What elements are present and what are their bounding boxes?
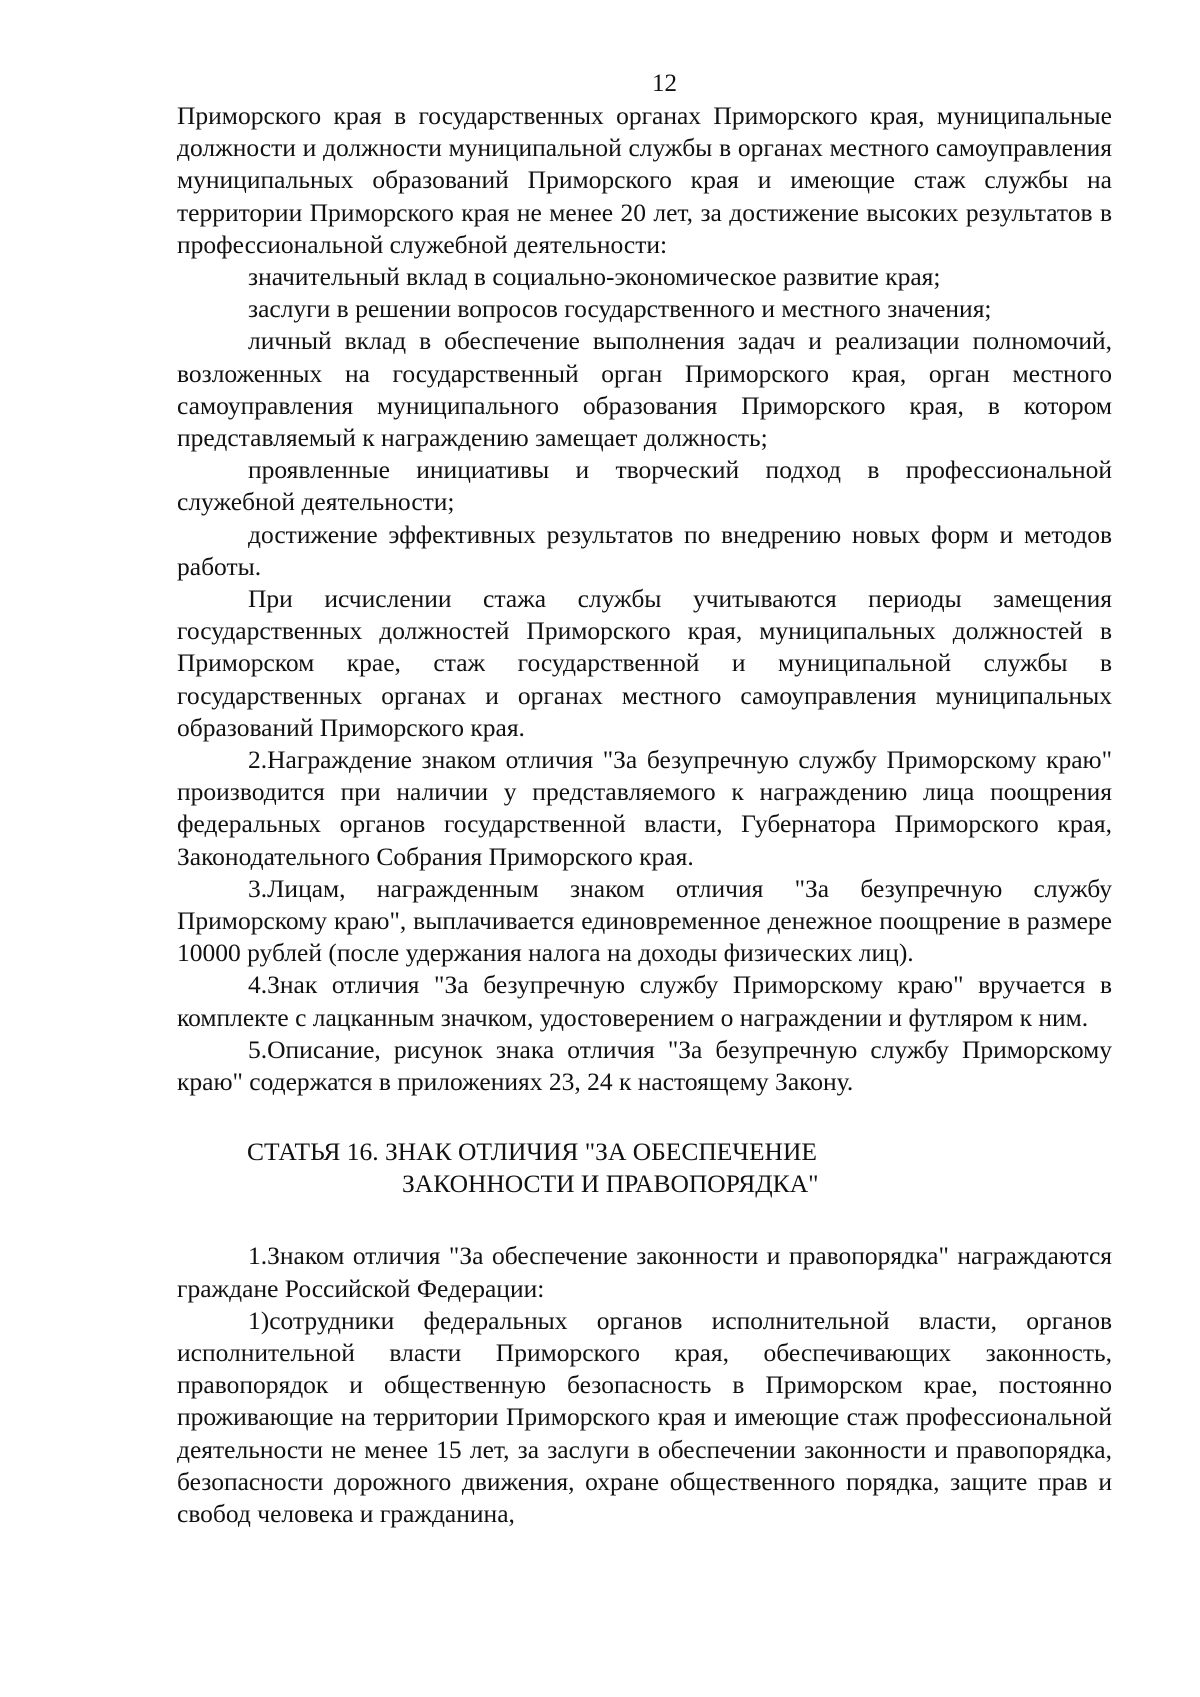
paragraph: 5.Описание, рисунок знака отличия "За безупречную службу Приморскому краю" содержатся в приложениях 23, 24 к настоящему Закону. [177,1034,1112,1097]
article-15-continuation [177,100,1112,1098]
paragraph: 4.Знак отличия "За безупречную службу Приморскому краю" вручается в комплекте с лацканным значком, удостоверением о награждении и футляром к ним. [177,970,1112,1032]
paragraph: достижение эффективных результатов по внедрению новых форм и методов работы. [177,519,1112,581]
paragraph: При исчислении стажа службы учитываются периоды замещения государственных должностей Приморского края, муниципальных должностей в Приморском крае, стаж государственной и муниципальной службы в государственных органах и органах местного самоуправления муниципальных образований Приморского края. [177,584,1112,742]
article-16-heading [177,1136,1112,1200]
paragraph: 2.Награждение знаком отличия "За безупречную службу Приморскому краю" производится при наличии у представляемого к награждению лица поощрения федеральных органов государственной власти, Губернатора Приморского края, Законодательного Собрания Приморского края. [177,745,1112,871]
article-heading-line: СТАТЬЯ 16. ЗНАК ОТЛИЧИЯ "ЗА ОБЕСПЕЧЕНИЕ [247,1137,817,1167]
paragraph: проявленные инициативы и творческий подход в профессиональной служебной деятельности; [177,455,1112,517]
page-number: 12 [652,70,677,97]
paragraph: личный вклад в обеспечение выполнения задач и реализации полномочий, возложенных на государственный орган Приморского края, орган местного самоуправления муниципального образования Приморского края, в котором представляемый к награждению замещает должность; [177,326,1112,453]
paragraph: 1.Знаком отличия "За обеспечение законности и правопорядка" награждаются граждане Российской Федерации: [177,1241,1112,1303]
article-heading-line: ЗАКОННОСТИ И ПРАВОПОРЯДКА" [402,1169,819,1199]
paragraph: заслуги в решении вопросов государственного и местного значения; [248,294,992,324]
paragraph: 3.Лицам, награжденным знаком отличия "За безупречную службу Приморскому краю", выплачивается единовременное денежное поощрение в размере 10000 рублей (после удержания налога на доходы физических лиц). [177,873,1112,968]
paragraph: значительный вклад в социально-экономическое развитие края; [248,262,941,292]
paragraph: Приморского края в государственных органах Приморского края, муниципальные должности и должности муниципальной службы в органах местного самоуправления муниципальных образований Приморского края и имеющие стаж службы на территории Приморского края не менее 20 лет, за достижение высоких результатов в профессиональной служебной деятельности: [177,101,1112,259]
article-16-body [177,1240,1112,1530]
paragraph: 1)сотрудники федеральных органов исполнительной власти, органов исполнительной власти Приморского края, обеспечивающих законность, правопорядок и общественную безопасность в Приморском крае, постоянно проживающие на территории Приморского края и имеющие стаж профессиональной деятельности не менее 15 лет, за заслуги в обеспечении законности и правопорядка, безопасности дорожного движения, охране общественного порядка, защите прав и свобод человека и гражданина, [177,1305,1112,1528]
